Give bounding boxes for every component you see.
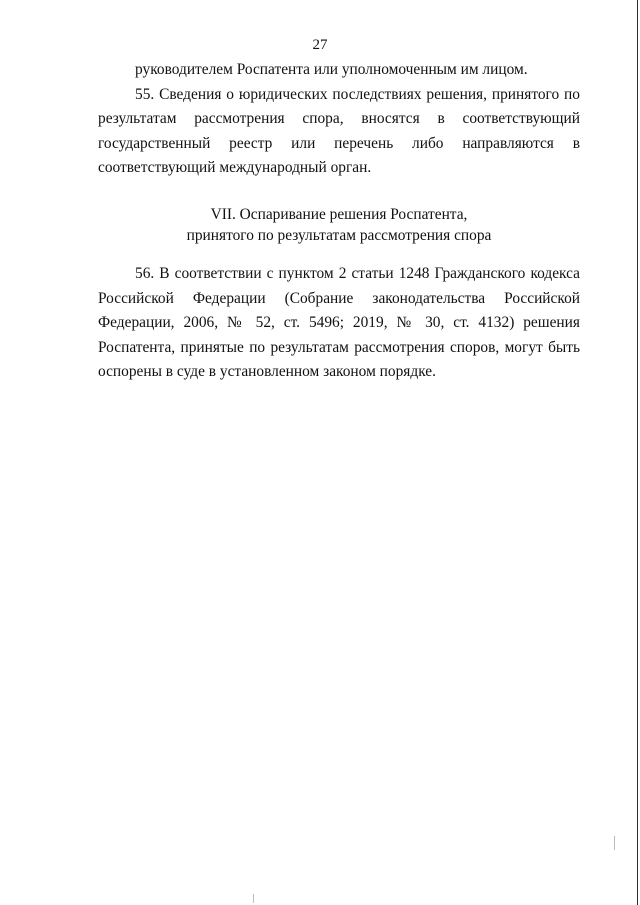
scan-edge-line: [637, 0, 638, 905]
continued-line: руководителем Роспатента или уполномоченным им лицом.: [135, 61, 528, 78]
bottom-text-block: [98, 262, 580, 385]
paragraph-56: 56. В соответствии с пунктом 2 статьи 1248 Гражданского кодекса Российской Федерации (Собрание законодательства Российской Федерации, 2006, № 52, ст. 5496; 2019, № 30, ст. 4132) решения Роспатента, принятые по результатам рассмотрения споров, могут быть оспорены в суде в установленном законом порядке.: [98, 265, 580, 381]
section-heading-line-1: VII. Оспаривание решения Роспатента,: [210, 206, 468, 223]
top-text-block: [98, 58, 580, 181]
page-number: 27: [312, 37, 328, 53]
paragraph-55: 55. Сведения о юридических последствиях решения, принятого по результатам рассмотрения спора, вносятся в соответствующий государственный реестр или перечень либо направляются в соответствующий международный орган.: [98, 85, 580, 177]
section-heading: [98, 204, 580, 246]
scan-artifact-mark: [253, 894, 254, 903]
section-heading-line-2: принятого по результатам рассмотрения спора: [186, 227, 492, 244]
scan-artifact-mark: [614, 836, 615, 850]
